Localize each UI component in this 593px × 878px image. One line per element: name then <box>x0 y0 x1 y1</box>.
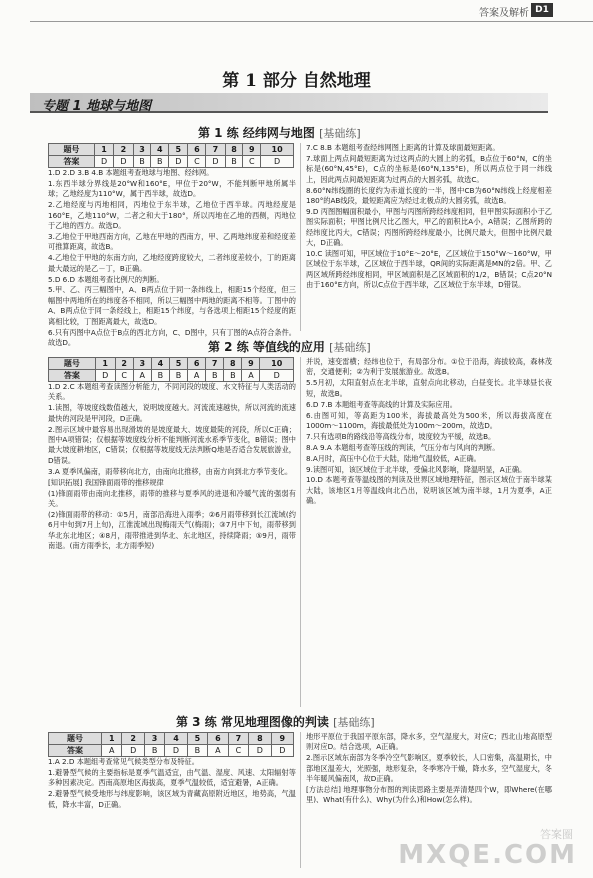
table-header-cell: 答案 <box>49 745 102 757</box>
table-cell: 9 <box>243 144 261 156</box>
table-row <box>49 156 294 168</box>
section-1-label: 第 1 练 经纬网与地图 <box>198 126 315 140</box>
answer-paragraph: [知识拓展] 我国锋面雨带的推移规律 <box>48 477 164 487</box>
table-cell: 9 <box>242 358 260 370</box>
answer-paragraph: 8.A月时，高压中心位于大陆，陆地气温较低，A正确。 <box>306 453 481 463</box>
answer-paragraph: 2.图示区域东南部为冬季冷空气影响区，夏季较长，人口密集，高温期长，中部地区温差大，光照强，地形复杂，冬季寒冷干燥，降水多，空气湿度大，冬半年暖风偏南风，故D正确。 <box>306 753 552 784</box>
section-2-tag: [基础练] <box>329 341 371 354</box>
table-row <box>49 144 294 156</box>
section-3-label: 第 3 练 常见地理图像的判读 <box>176 715 329 729</box>
table-cell: 9 <box>271 733 293 745</box>
table-cell: D <box>271 745 293 757</box>
answer-paragraph: 10.D 本题考查等温线图的判读及世界区域地理特征，图示区域位于南半球某大陆，该地区1月等温线向北凸出，说明该区域为南半球，1月为夏季，A正确。 <box>306 475 552 506</box>
answer-paragraph: 4.乙地位于甲地的东南方向，乙地经度跨度较大，二者纬度差较小，丁的距离最大最远的是乙－丁，B正确。 <box>48 253 296 273</box>
table-cell: 7 <box>206 144 225 156</box>
table-cell: 2 <box>122 733 144 745</box>
table-header-cell: 题号 <box>49 358 96 370</box>
watermark-text: MXQE.COM <box>398 840 577 870</box>
section-2-label: 第 2 练 等值线的应用 <box>208 340 325 354</box>
section-3-title <box>176 713 375 730</box>
answer-paragraph: 1.避暑型气候的主要指标是夏季气温适宜，由气温、湿度、风速、太阳辐射等多种因素决定。西南高原地区海拔高，夏季气温较低，适宜避暑，A正确。 <box>48 767 296 788</box>
answer-table-1 <box>48 143 294 168</box>
part-title: 第 1 部分 自然地理 <box>222 71 371 91</box>
table-cell: A <box>242 370 260 382</box>
table-cell: 8 <box>224 358 242 370</box>
answer-paragraph: 6.由图可知，等高距为100米，海拔最高处为500米，所以海拔高度在1000m～1100m，海拔最低处为100m～200m，故选D。 <box>306 410 552 430</box>
table-header-cell: 题号 <box>49 144 95 156</box>
table-cell: C <box>115 370 133 382</box>
table-row <box>49 370 294 382</box>
table-cell: 7 <box>228 733 249 745</box>
table-cell: D <box>261 156 294 168</box>
page-header <box>0 0 593 22</box>
table-cell: B <box>224 370 242 382</box>
answer-paragraph: 6.D 7.B 本题组考查等高线的计算及实际应用。 <box>306 399 457 409</box>
answer-paragraph: 5.甲、乙、丙三幅图中，A、B两点位于同一条纬线上，相距15个经度，但三幅图中两地所在的纬度各不相同，所以三幅图中两地的距离不相等。丁图中的A、B两点位于同一条经线上，相距15个纬度，与各选项上相距15个经度的距离相比较，丁图距离最大，故选D。 <box>48 285 296 326</box>
table-cell: A <box>101 745 122 757</box>
table-cell: D <box>95 370 115 382</box>
column-divider <box>300 143 301 331</box>
watermark-sub: 答案圈 <box>540 828 573 841</box>
table-cell: 1 <box>101 733 122 745</box>
table-cell: 8 <box>249 733 271 745</box>
table-cell: 2 <box>115 358 133 370</box>
answer-paragraph: 2.避暑型气候受地形与纬度影响，该区域为青藏高原附近地区，地势高，气温低，降水丰富，D正确。 <box>48 789 296 809</box>
table-cell: C <box>188 156 206 168</box>
table-cell: 6 <box>188 358 206 370</box>
section-3-left-column <box>48 757 296 867</box>
table-cell: D <box>260 370 294 382</box>
answer-paragraph: 5.D 6.D 本题组考查比例尺的判断。 <box>48 274 164 284</box>
table-header-cell: 答案 <box>49 156 95 168</box>
header-title: 答案及解析 <box>479 8 529 19</box>
table-cell: D <box>206 156 225 168</box>
table-cell: 6 <box>188 144 206 156</box>
table-header-cell: 题号 <box>49 733 102 745</box>
table-cell: B <box>133 156 151 168</box>
table-cell: A <box>133 370 151 382</box>
table-row <box>49 733 294 745</box>
table-cell: D <box>94 156 113 168</box>
answer-paragraph: 9.读图可知，该区域位于北半球，受偏北风影响，降温明显，A正确。 <box>306 464 527 474</box>
table-cell: 3 <box>144 733 165 745</box>
answer-paragraph: 8.60°N纬线圈的长度约为赤道长度的一半，图中CB为60°N纬线上经度相差180°的AB线段，最短距离应为经过北极点的大圆劣弧，故选B。 <box>306 185 552 206</box>
answer-paragraph: (1)锋面雨带由南向北推移，雨带的推移与夏季风的进退和冷暖气流的强弱有关。 <box>48 488 296 508</box>
section-2-right-column <box>306 357 552 707</box>
table-cell: B <box>169 370 187 382</box>
section-3-right-column <box>306 732 552 832</box>
answer-paragraph: [方法总结] 地理事物分布图的判读思路主要是弄清楚四个W，即Where(在哪里)、What(有什么)、Why(为什么)和How(怎么样)。 <box>306 785 552 805</box>
table-cell: D <box>169 156 188 168</box>
table-cell: B <box>206 370 224 382</box>
table-cell: A <box>188 370 206 382</box>
answer-paragraph: 1.A 2.D 本题组考查常见气候类型分布及特征。 <box>48 757 199 766</box>
table-row <box>49 358 294 370</box>
table-cell: D <box>122 745 144 757</box>
table-cell: C <box>243 156 261 168</box>
section-2-title <box>208 338 371 355</box>
answer-paragraph: 3.乙地位于甲地西南方向，乙地在甲地的西南方，甲、乙两地纬度差和经度差可推算距离，故选B。 <box>48 231 296 252</box>
topic-title: 专题 1 地球与地图 <box>42 99 152 114</box>
table-row <box>49 745 294 757</box>
table-cell: B <box>151 370 169 382</box>
section-2-left-column <box>48 382 296 704</box>
table-cell: D <box>114 156 133 168</box>
answer-paragraph: 1.D 2.D 3.B 4.B 本题组考查地球与地图、经纬网。 <box>48 168 214 177</box>
table-cell: 1 <box>94 144 113 156</box>
answer-table-3 <box>48 732 294 757</box>
answer-paragraph: 8.A 9.A 本题组考查等压线的判读，气压分布与风向的判断。 <box>306 442 500 452</box>
topic-bar <box>30 93 548 113</box>
column-divider <box>300 357 301 707</box>
table-cell: 4 <box>151 144 169 156</box>
answer-paragraph: 2.乙地经度与丙地相同，丙地位于东半球，乙地位于西半球。丙地经度是160°E，乙地110°W，二者之和大于180°，所以丙地在乙地的西侧，丙地位于乙地的西方。故选D。 <box>48 200 296 231</box>
table-cell: 6 <box>208 733 229 745</box>
answer-paragraph: (2)锋面雨带的移动：①5月，南部沿海进入雨季；②6月雨带移到长江流域(约6月中旬到7月上旬)，江淮流域出现梅雨天气(梅雨)；③7月中下旬，雨带移到华北东北地区；④8月，雨带推进到华北、东北地区，持续降雨；⑤9月，雨带南退。(南方雨季长，北方雨季短) <box>48 509 296 551</box>
answer-paragraph: 2.图示区域中最容易出现滑坡的是坡度最大、坡度最陡的河段，所以C正确；图中A项错误；仅根据等坡度线分析不能判断河流水系季节变化，B错误；图中最大坡度耕地区，C错误；仅根据等坡度线无法判断Q地是否适合发展旅游业，D错误。 <box>48 424 296 465</box>
table-cell: 5 <box>169 144 188 156</box>
section-1-left-column <box>48 168 296 347</box>
table-cell: 5 <box>169 358 187 370</box>
answer-paragraph: 地形平原位于我国平原东部，降水多，空气湿度大，对应C；西北山地高原型则对应D。结合选项，A正确。 <box>306 732 552 752</box>
table-cell: 1 <box>95 358 115 370</box>
answer-paragraph: 6.只有丙图中A点位于B点的西北方向，C、D图中，只有丁图的A点符合条件。故选D。 <box>48 327 296 347</box>
table-cell: 3 <box>133 358 151 370</box>
answer-paragraph: 10.C 读图可知，甲区域位于10°E～20°E，乙区域位于150°W～160°W，甲区域位于东半球，乙区域位于西半球，QR间的实际距离是MN的2倍。甲、乙两区域所跨经纬度相同，甲区域面积是乙区域面积的1/2，B错误；C点20°N由于160°E方向，所以C点位于西半球，乙区域位于东半球，D错误。 <box>306 249 552 290</box>
table-cell: 10 <box>260 358 294 370</box>
answer-paragraph: 7.只有选项B的路线沿等高线分布，坡度较为平缓，故选B。 <box>306 431 496 441</box>
page-number-badge: D1 <box>531 3 553 17</box>
table-cell: B <box>187 745 208 757</box>
table-cell: 3 <box>133 144 151 156</box>
table-cell: 7 <box>206 358 224 370</box>
section-1-right-column <box>306 143 552 331</box>
section-1-title <box>198 124 361 141</box>
answer-table-2 <box>48 357 294 382</box>
answer-paragraph: 1.读图，等坡度线数值越大，说明坡度越大。河流流速越快，所以河流的流速最快的河段是甲河段，D正确。 <box>48 403 296 423</box>
table-cell: 8 <box>225 144 243 156</box>
column-divider <box>300 732 301 868</box>
table-cell: B <box>144 745 165 757</box>
answer-paragraph: 并说，速变雷横；经纬也位于，有局部分布。①位于沿海，海拔较高，森林茂密，交通便利；②为利于发展旅游业。故选B。 <box>306 357 552 377</box>
answer-paragraph: 5.5月初，太阳直射点在北半球，直射点向北移动，白昼变长。北半球昼长夜短，故选B。 <box>306 378 552 398</box>
table-cell: 4 <box>165 733 187 745</box>
table-cell: 10 <box>261 144 294 156</box>
answer-paragraph: 3.A 夏季风偏南，雨带移向北方，由南向北推移，由南方向到北方季节变化。 <box>48 466 293 476</box>
table-header-cell: 答案 <box>49 370 96 382</box>
section-1-tag: [基础练] <box>319 127 361 140</box>
table-cell: A <box>208 745 229 757</box>
answer-paragraph: 7.球面上两点间最短距离为过这两点的大圆上的劣弧，B点位于60°N，C的坐标是(60°N,45°E)，C点的坐标是(60°N,135°E)，所以两点位于同一纬线上，因此两点间最短距离为过两点的大圆劣弧，故选C。 <box>306 153 552 184</box>
answer-paragraph: 1.东西半球分界线是20°W和160°E，甲位于20°W，不能判断甲地所属半球；乙地经度为110°W，属于西半球，故选D。 <box>48 178 296 199</box>
table-cell: D <box>249 745 271 757</box>
watermark-logo <box>397 830 577 870</box>
answer-paragraph: 1.D 2.C 本题组考查读图分析能力，不同河段的坡度、水文特征与人类活动的关系。 <box>48 382 296 402</box>
answer-paragraph: 7.C 8.B 本题组考查经纬网图上距离的计算及球面最短距离。 <box>306 143 500 152</box>
table-cell: B <box>151 156 169 168</box>
table-cell: 5 <box>187 733 208 745</box>
section-3-tag: [基础练] <box>333 716 375 729</box>
table-cell: 4 <box>151 358 169 370</box>
table-cell: 2 <box>114 144 133 156</box>
table-cell: B <box>225 156 243 168</box>
table-cell: C <box>228 745 249 757</box>
answer-paragraph: 9.D 丙图图幅面积最小，甲图与丙图所跨经纬度相同，但甲图实际面积小于乙图实际面积；甲图比例尺比乙图大，甲乙的面积比A小，A错误；乙图所跨的经纬度比丙大，C错误；丙图所跨经纬度最小，比例尺最大，但图中比例尺最大，D正确。 <box>306 206 552 248</box>
table-cell: D <box>165 745 187 757</box>
header-rule <box>30 21 593 22</box>
